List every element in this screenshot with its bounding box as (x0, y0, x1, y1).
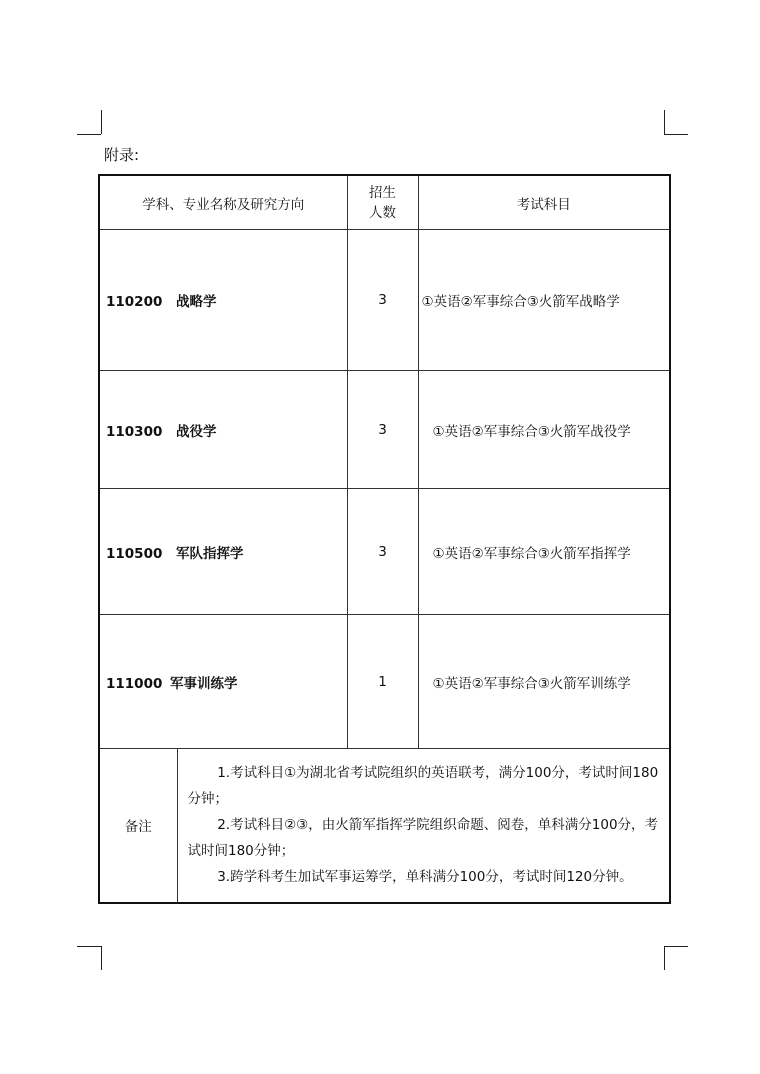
notes-label: 备注 (99, 749, 177, 903)
notes-row (99, 749, 670, 903)
note-item: 1.考试科目①为湖北省考试院组织的英语联考，满分100分，考试时间180分钟； (187, 765, 659, 808)
subject-cell (99, 615, 347, 749)
note-item: 3.跨学科考生加试军事运筹学，单科满分100分，考试时间120分钟。 (217, 869, 633, 886)
exam-subjects: ①英语②军事综合③火箭军战役学 (418, 371, 670, 489)
subject-name: 战略学 (176, 294, 217, 310)
subject-cell (99, 371, 347, 489)
subject-name: 战役学 (176, 423, 217, 440)
table-row (99, 489, 670, 615)
enrollment-count: 3 (347, 230, 418, 371)
exam-subjects: ①英语②军事综合③火箭军指挥学 (418, 489, 670, 615)
table-row (99, 615, 670, 749)
enrollment-count: 1 (347, 615, 418, 749)
subject-code: 110500 (106, 545, 163, 562)
enrollment-count: 3 (347, 489, 418, 615)
subject-cell (99, 489, 347, 615)
subject-name: 军队指挥学 (176, 545, 244, 562)
appendix-caption: 附录: (104, 146, 140, 164)
header-count-line2: 人数 (369, 204, 396, 221)
subject-code: 111000 (106, 675, 163, 692)
enrollment-count: 3 (347, 371, 418, 489)
header-count (347, 175, 418, 230)
subject-code: 110200 (106, 294, 163, 310)
subject-code: 110300 (106, 423, 163, 440)
exam-subjects: ①英语②军事综合③火箭军训练学 (418, 615, 670, 749)
note-item: 2.考试科目②③，由火箭军指挥学院组织命题、阅卷，单科满分100分，考试时间180分钟； (187, 817, 659, 860)
notes-content (177, 749, 670, 903)
header-exam: 考试科目 (418, 175, 670, 230)
table-header-row (99, 175, 670, 230)
header-count-line1: 招生 (369, 184, 396, 201)
subject-cell (99, 230, 347, 371)
table-row (99, 230, 670, 371)
exam-subjects: ①英语②军事综合③火箭军战略学 (418, 230, 670, 371)
header-subject: 学科、专业名称及研究方向 (99, 175, 347, 230)
admission-table (98, 174, 671, 904)
table-row (99, 371, 670, 489)
subject-name: 军事训练学 (170, 675, 238, 692)
